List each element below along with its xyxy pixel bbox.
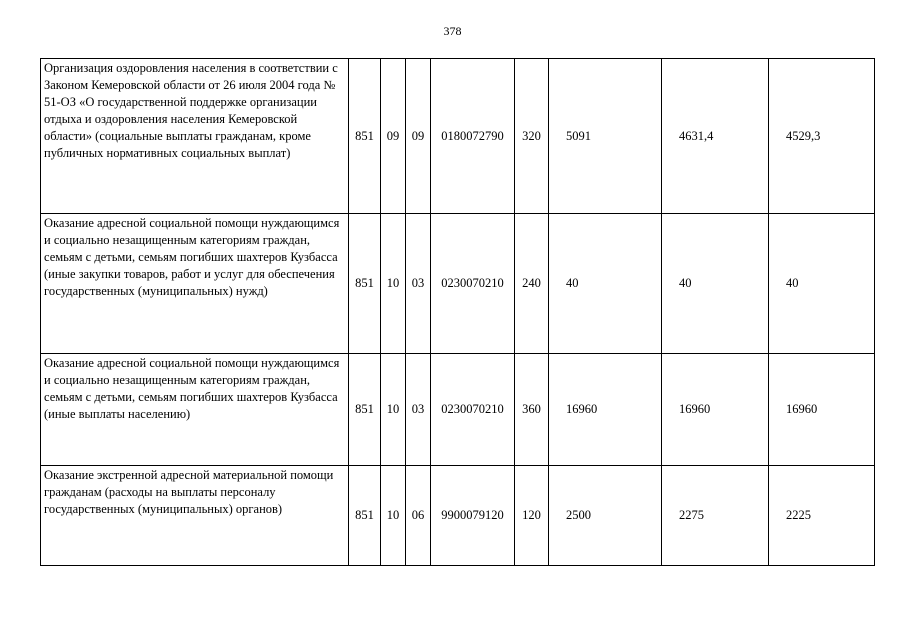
section-code: 10 [381, 354, 406, 466]
subsection-code: 03 [406, 354, 431, 466]
amount-year-1: 16960 [549, 354, 662, 466]
table-row [41, 214, 875, 354]
expense-type-code: 320 [515, 59, 549, 214]
expense-type-code: 240 [515, 214, 549, 354]
target-article-code: 0230070210 [431, 354, 515, 466]
expense-type-code: 360 [515, 354, 549, 466]
amount-year-2: 4631,4 [662, 59, 769, 214]
table-row [41, 59, 875, 214]
subsection-code: 09 [406, 59, 431, 214]
table-row [41, 466, 875, 566]
amount-year-1: 5091 [549, 59, 662, 214]
section-code: 10 [381, 466, 406, 566]
expense-name: Организация оздоровления населения в соответствии с Законом Кемеровской области от 26 июля 2004 года № 51-ОЗ «О государственной поддержке организации отдыха и оздоровления населения Кемеровской области» (социальные выплаты гражданам, кроме публичных нормативных социальных выплат) [41, 59, 349, 214]
table-row [41, 354, 875, 466]
page-number: 378 [443, 24, 462, 38]
ministry-code: 851 [349, 354, 381, 466]
amount-year-2: 40 [662, 214, 769, 354]
amount-year-3: 16960 [769, 354, 875, 466]
subsection-code: 03 [406, 214, 431, 354]
amount-year-3: 4529,3 [769, 59, 875, 214]
ministry-code: 851 [349, 59, 381, 214]
expense-name: Оказание адресной социальной помощи нуждающимся и социально незащищенным категориям граждан, семьям с детьми, семьям погибших шахтеров Кузбасса (иные выплаты населению) [41, 354, 349, 466]
target-article-code: 0180072790 [431, 59, 515, 214]
budget-table [40, 58, 875, 566]
amount-year-3: 40 [769, 214, 875, 354]
target-article-code: 0230070210 [431, 214, 515, 354]
amount-year-2: 16960 [662, 354, 769, 466]
amount-year-2: 2275 [662, 466, 769, 566]
subsection-code: 06 [406, 466, 431, 566]
target-article-code: 9900079120 [431, 466, 515, 566]
amount-year-3: 2225 [769, 466, 875, 566]
amount-year-1: 2500 [549, 466, 662, 566]
expense-name: Оказание адресной социальной помощи нуждающимся и социально незащищенным категориям граждан, семьям с детьми, семьям погибших шахтеров Кузбасса (иные закупки товаров, работ и услуг для обеспечения государственных (муниципальных) нужд) [41, 214, 349, 354]
expense-type-code: 120 [515, 466, 549, 566]
section-code: 10 [381, 214, 406, 354]
ministry-code: 851 [349, 214, 381, 354]
section-code: 09 [381, 59, 406, 214]
expense-name: Оказание экстренной адресной материальной помощи гражданам (расходы на выплаты персоналу государственных (муниципальных) органов) [41, 466, 349, 566]
amount-year-1: 40 [549, 214, 662, 354]
ministry-code: 851 [349, 466, 381, 566]
